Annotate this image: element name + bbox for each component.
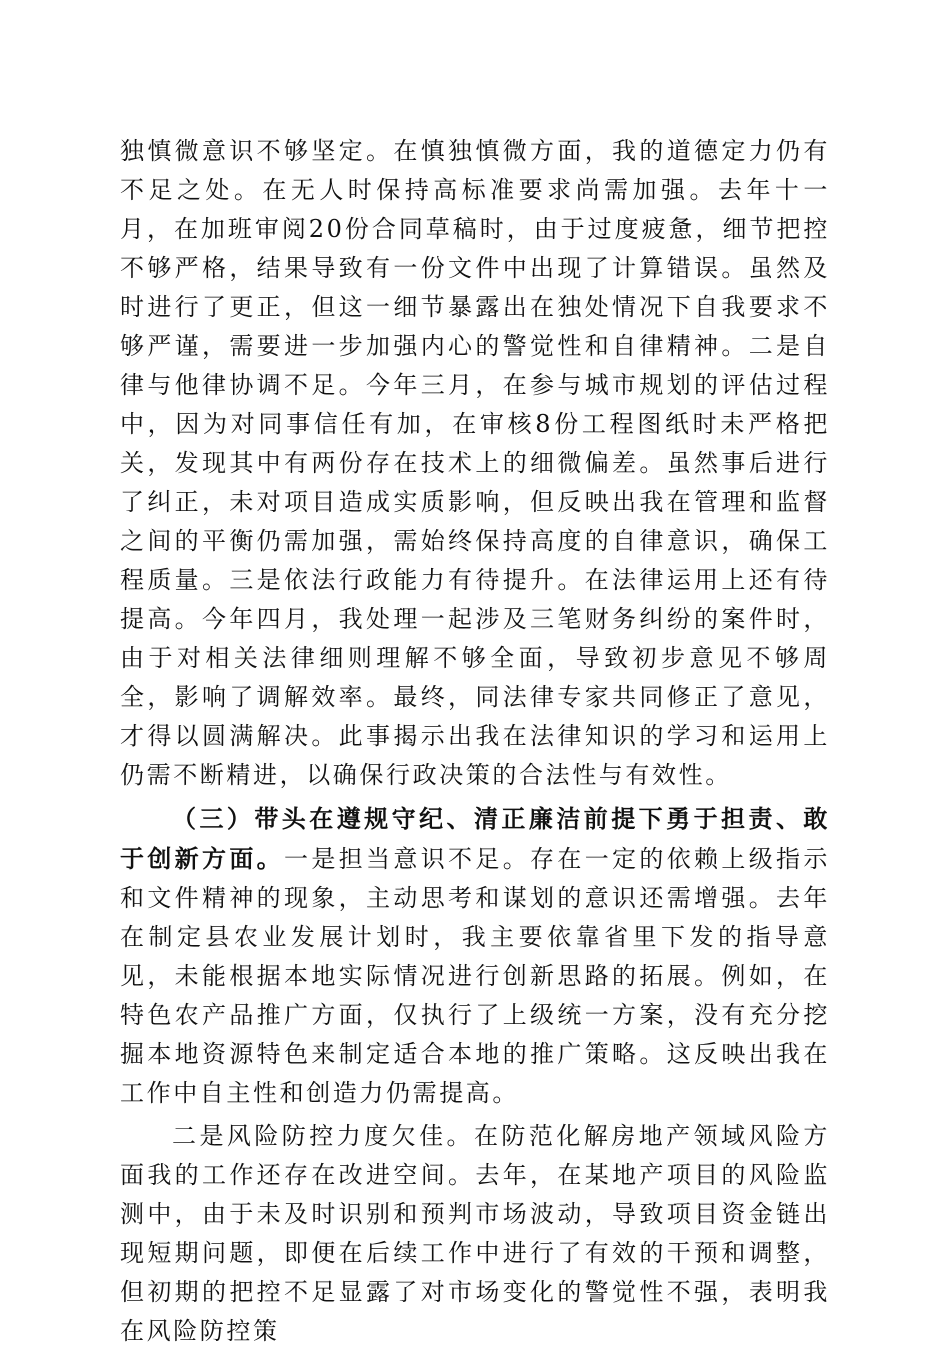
document-body [120, 132, 830, 1351]
paragraph-text: 一是担当意识不足。存在一定的依赖上级指示和文件精神的现象，主动思考和谋划的意识还需增强。去年在制定县农业发展计划时，我主要依靠省里下发的指导意见，未能根据本地实际情况进行创新思路的拓展。例如，在特色农产品推广方面，仅执行了上级统一方案，没有充分挖掘本地资源特色来制定适合本地的推广策略。这反映出我在工作中自主性和创造力仍需提高。 [120, 845, 830, 1107]
paragraph-text: 独慎微意识不够坚定。在慎独慎微方面，我的道德定力仍有不足之处。在无人时保持高标准要求尚需加强。去年十一月，在加班审阅20份合同草稿时，由于过度疲惫，细节把控不够严格，结果导致有一份文件中出现了计算错误。虽然及时进行了更正，但这一细节暴露出在独处情况下自我要求不够严谨，需要进一步加强内心的警觉性和自律精神。二是自律与他律协调不足。今年三月，在参与城市规划的评估过程中，因为对同事信任有加，在审核8份工程图纸时未严格把关，发现其中有两份存在技术上的细微偏差。虽然事后进行了纠正，未对项目造成实质影响，但反映出我在管理和监督之间的平衡仍需加强，需始终保持高度的自律意识，确保工程质量。三是依法行政能力有待提升。在法律运用上还有待提高。今年四月，我处理一起涉及三笔财务纠纷的案件时，由于对相关法律细则理解不够全面，导致初步意见不够周全，影响了调解效率。最终，同法律专家共同修正了意见，才得以圆满解决。此事揭示出我在法律知识的学习和运用上仍需不断精进，以确保行政决策的合法性与有效性。 [120, 137, 830, 789]
paragraph-self-discipline [120, 132, 830, 795]
section-heading: （三）带头在遵规守纪、清正廉洁前提下勇于担责、敢于创新方面。 [120, 804, 830, 873]
paragraph-section-three [120, 799, 830, 1113]
paragraph-risk-control [120, 1117, 830, 1351]
paragraph-text: 二是风险防控力度欠佳。在防范化解房地产领域风险方面我的工作还存在改进空间。去年，在某地产项目的风险监测中，由于未及时识别和预判市场波动，导致项目资金链出现短期问题，即便在后续工作中进行了有效的干预和调整，但初期的把控不足显露了对市场变化的警觉性不强，表明我在风险防控策 [120, 1122, 830, 1345]
